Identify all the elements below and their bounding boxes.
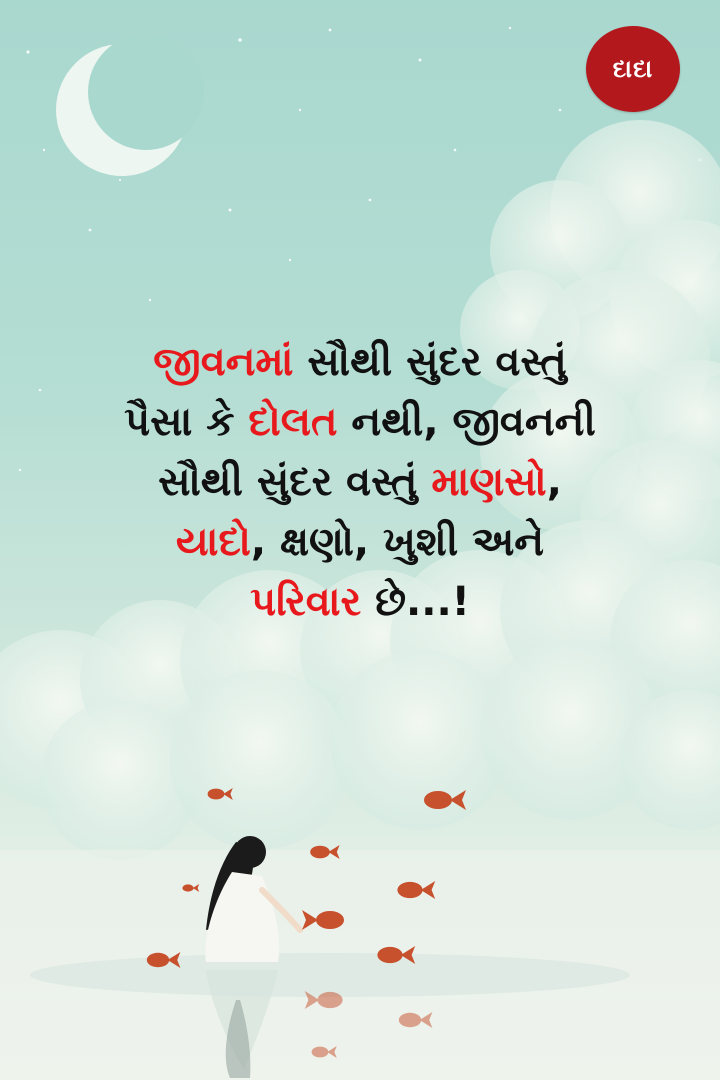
quote-line-4	[40, 512, 680, 572]
quote-line-1	[40, 332, 680, 392]
quote-line-5	[40, 572, 680, 632]
quote-line-2	[40, 392, 680, 452]
quote-segment: સૌથી સુંદર વસ્તું	[158, 459, 432, 505]
highlight-word: પરિવાર	[250, 579, 362, 625]
highlight-word: દોલત	[248, 399, 338, 445]
quote-segment: , ક્ષણો, ખુશી અને	[250, 519, 545, 565]
quote-segment: નથી, જીવનની	[337, 399, 596, 445]
quote-segment: સૌથી સુંદર વસ્તું	[293, 339, 567, 385]
dada-logo	[586, 26, 680, 112]
quote-segment: ,	[546, 459, 562, 505]
quote-segment: પૈસા કે	[124, 399, 249, 445]
quote-line-3	[40, 452, 680, 512]
highlight-word: જીવનમાં	[153, 339, 294, 385]
quote-segment: છે...!	[361, 579, 470, 625]
highlight-word: યાદો	[175, 519, 251, 565]
crescent-moon-icon	[56, 34, 204, 176]
quote-text	[40, 332, 680, 632]
highlight-word: માણસો	[431, 459, 547, 505]
logo-text: દાદા	[612, 55, 654, 83]
